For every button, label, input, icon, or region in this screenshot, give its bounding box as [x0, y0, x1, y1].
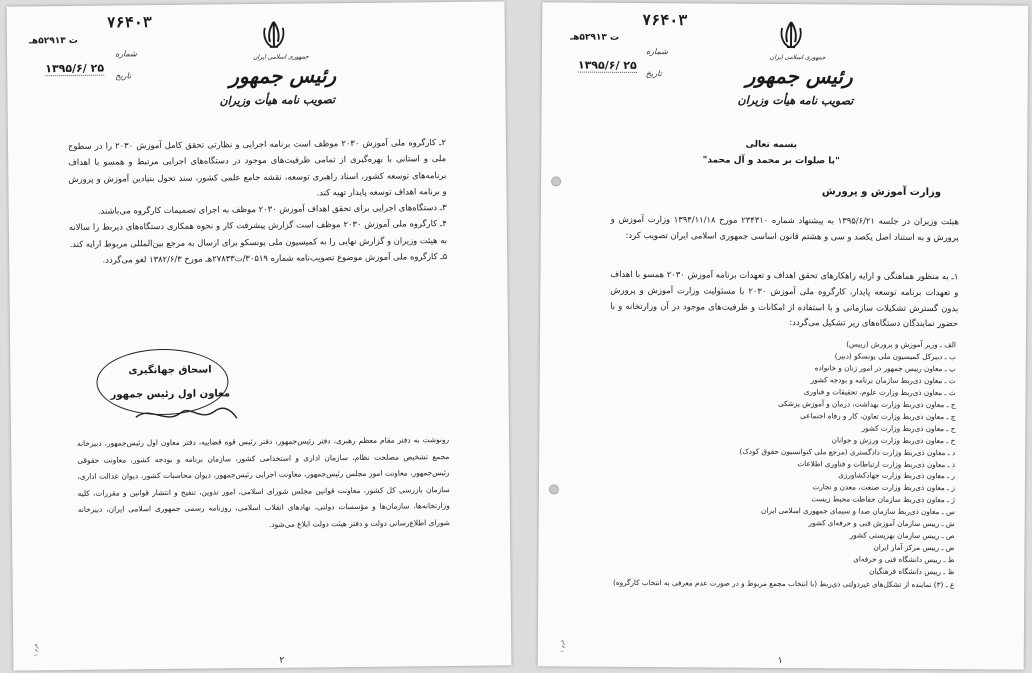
- date-label: تاریخ: [115, 71, 132, 81]
- paragraph: ۴ـ کارگروه ملی آموزش ۲۰۳۰ موظف است گزارش پیشرفت کار و نحوه همکاری دستگاه‌های ذیربط را سالانه به هیئت وزیران و گزارش نهایی را به کمیسیون ملی یونسکو برای ارسال به مرجع بین‌المللی مربوط ارایه کند.: [68, 218, 448, 249]
- list-item: خ ـ معاون ذی‌ربط وزارت ورزش و جوانان: [831, 434, 956, 445]
- paragraph: ۳ـ دستگاه‌های اجرایی برای تحقق اهداف آموزش ۲۰۳۰ موظف به اجرای تصمیمات کارگروه می‌باشند.: [97, 202, 447, 216]
- organization-subtitle: تصویب نامه هیأت وزیران: [219, 93, 336, 108]
- margin-note: فرم ۱: [33, 643, 40, 657]
- list-item: ع ـ (۳) نماینده از تشکل‌های غیردولتی ذی‌ربط (با انتخاب مجمع مربوط و در صورت عدم معرفی به انتخاب کارگروه): [613, 577, 955, 590]
- list-item: ر ـ معاون ذی‌ربط وزارت جهادکشاورزی: [838, 470, 956, 481]
- organization-name: رئیس جمهور: [745, 63, 853, 89]
- list-item: ب ـ دبیرکل کمیسیون ملی یونسکو (دبیر): [834, 351, 956, 362]
- number-label: شماره: [114, 49, 137, 59]
- decree-intro: هیئت وزیران در جلسه ۱۳۹۵/۶/۲۱ به پیشنهاد شماره ۲۳۴۳۱۰ مورخ ۱۳۹۴/۱۱/۱۸ وزارت آموزش و پرورش و به استناد اصل یکصد و سی و هشتم قانون اساسی جمهوری اسلامی ایران تصویب کرد:: [610, 213, 959, 243]
- reference-number: ت ۵۲۹۱۳هـ: [570, 32, 620, 43]
- date-label: تاریخ: [645, 69, 662, 79]
- list-item: ث ـ معاون ذی‌ربط وزارت علوم، تحقیقات و فناوری: [803, 386, 956, 398]
- document-page-2: [7, 1, 512, 670]
- emblem-caption: جمهوری اسلامی ایران: [253, 53, 309, 62]
- number-label: شماره: [645, 47, 668, 57]
- paragraph: ۵ـ کارگروه ملی آموزش موضوع تصویب‌نامه شماره ۳۰۵۱۹/ت۲۷۸۳۳هـ مورخ ۱۳۸۲/۶/۳ لغو می‌گردد.: [102, 251, 448, 265]
- organization-name: رئیس جمهور: [229, 63, 337, 89]
- list-item: الف ـ وزیر آموزش و پرورش (رییس): [846, 339, 956, 350]
- basmala: بسمه تعالی: [745, 139, 798, 151]
- signatory-name: اسحاق جهانگیری: [128, 364, 212, 377]
- signature-scribble-icon: [131, 398, 241, 429]
- list-item: ض ـ رییس مرکز آمار ایران: [873, 542, 955, 553]
- document-number: ۷۶۴۰۳: [106, 13, 152, 32]
- list-item: ت ـ معاون ذی‌ربط سازمان برنامه و بودجه کشور: [810, 375, 956, 386]
- list-item: ص ـ رییس سازمان بهزیستی کشور: [849, 530, 955, 541]
- paragraph-1: ۱ـ به منظور هماهنگی و ارایه راهکارهای تحقق اهداف و تعهدات برنامه آموزش ۲۰۳۰ همسو با اهداف و تعهدات برنامه توسعه پایدار، کارگروه ملی آموزش ۲۰۳۰ با مسئولیت وزارت آموزش و پرورش بدون گسترش تشکیلات سازمانی و با استفاده از امکانات و ظرفیت‌های موجود در آن وزارتخانه و با حضور نمایندگان دستگاه‌های زیر تشکیل می‌گردد:: [610, 268, 959, 329]
- list-item: ش ـ رییس سازمان آموزش فنی و حرفه‌ای کشور: [808, 518, 955, 529]
- list-item: ژ ـ معاون ذی‌ربط سازمان حفاظت محیط زیست: [811, 494, 955, 505]
- iran-emblem-icon: [778, 20, 804, 50]
- document-date: ۱۳۹۵/۶/ ۲۵: [45, 61, 105, 76]
- punch-hole: [551, 176, 561, 186]
- page-number: ۲: [279, 655, 285, 666]
- salawat: "با صلوات بر محمد و آل محمد": [702, 155, 840, 167]
- list-item: ز ـ معاون ذی‌ربط وزارت صنعت، معدن و تجارت: [812, 482, 955, 493]
- list-item: ج ـ معاون ذی‌ربط وزارت بهداشت، درمان و آموزش پزشکی: [777, 398, 956, 409]
- addressee: وزارت آموزش و پرورش: [821, 186, 942, 199]
- decree-body-continued: [68, 134, 447, 268]
- list-item: ح ـ معاون ذی‌ربط وزارت کشور: [861, 423, 956, 433]
- list-item: س ـ معاون ذی‌ربط سازمان صدا و سیمای جمهوری اسلامی ایران: [761, 506, 955, 517]
- punch-hole: [549, 484, 559, 494]
- iran-emblem-icon: [261, 20, 287, 50]
- list-item: پ ـ معاون رییس جمهور در امور زنان و خانواده: [814, 363, 956, 374]
- reference-number: ت ۵۲۹۱۳هـ: [28, 35, 78, 47]
- organization-subtitle: تصویب نامه هیأت وزیران: [737, 93, 854, 108]
- page-number: ۱: [777, 655, 783, 667]
- working-group-members-list: [598, 337, 956, 592]
- document-number: ۷۶۴۰۳: [642, 11, 688, 30]
- list-item: چ ـ معاون ذی‌ربط وزارت تعاون، کار و رفاه اجتماعی: [800, 410, 956, 421]
- signatory-title: معاون اول رئیس جمهور: [110, 388, 231, 401]
- list-item: د ـ معاون ذی‌ربط وزارت دادگستری (مرجع ملی کنوانسیون حقوق کودک): [739, 446, 956, 457]
- paragraph: ۲ـ کارگروه ملی آموزش ۲۰۳۰ موظف است برنامه اجرایی و نظارتی تحقق کامل آموزش ۲۰۳۰ را در سطوح ملی و استانی با بهره‌گیری از تمامی ظرفیت‌های موجود در دستگاه‌های اجرایی مرتبط و همسو با اهداف برنامه‌های توسعه کشور، اسناد راهبری توسعه، نقشه جامع علمی کشور، سند تحول بنیادین آموزش و پرورش و برنامه اهداف توسعه پایدار تهیه کند.: [67, 137, 447, 198]
- list-item: ط ـ رییس دانشگاه فنی و حرفه‌ای: [853, 554, 955, 565]
- list-item: ذ ـ معاون ذی‌ربط وزارت ارتباطات و فناوری اطلاعات: [797, 458, 956, 469]
- margin-note: فرم ۱: [559, 639, 566, 653]
- carbon-copy-list: رونوشت به دفتر مقام معظم رهبری، دفتر رئیس‌جمهور، دفتر رئیس قوه قضاییه، دفتر معاون اول رئیس‌جمهور، دبیرخانه مجمع تشخیص مصلحت نظام، سازمان اداری و استخدامی کشور، سازمان برنامه و بودجه کشور، معاونت حقوقی رئیس‌جمهور، معاونت امور مجلس رئیس‌جمهور، معاونت اجرایی رئیس‌جمهور، دیوان محاسبات کشور، دیوان عدالت اداری، سازمان بازرسی کل کشور، معاونت قوانین مجلس شورای اسلامی، امور تدوین، تنقیح و انتشار قوانین و مقررات، کلیه وزارتخانه‌ها، سازمان‌ها و مؤسسات دولتی، نهادهای انقلاب اسلامی، روزنامه رسمی جمهوری اسلامی ایران، دبیرخانه شورای اطلاع‌رسانی دولت و دفتر هیئت دولت ابلاغ می‌شود.: [77, 435, 451, 529]
- list-item: ظ ـ رییس دانشگاه فرهنگیان: [869, 566, 955, 577]
- document-date: ۱۳۹۵/۶/ ۲۵: [577, 58, 637, 72]
- emblem-caption: جمهوری اسلامی ایران: [769, 53, 826, 62]
- document-page-1: [538, 2, 1029, 669]
